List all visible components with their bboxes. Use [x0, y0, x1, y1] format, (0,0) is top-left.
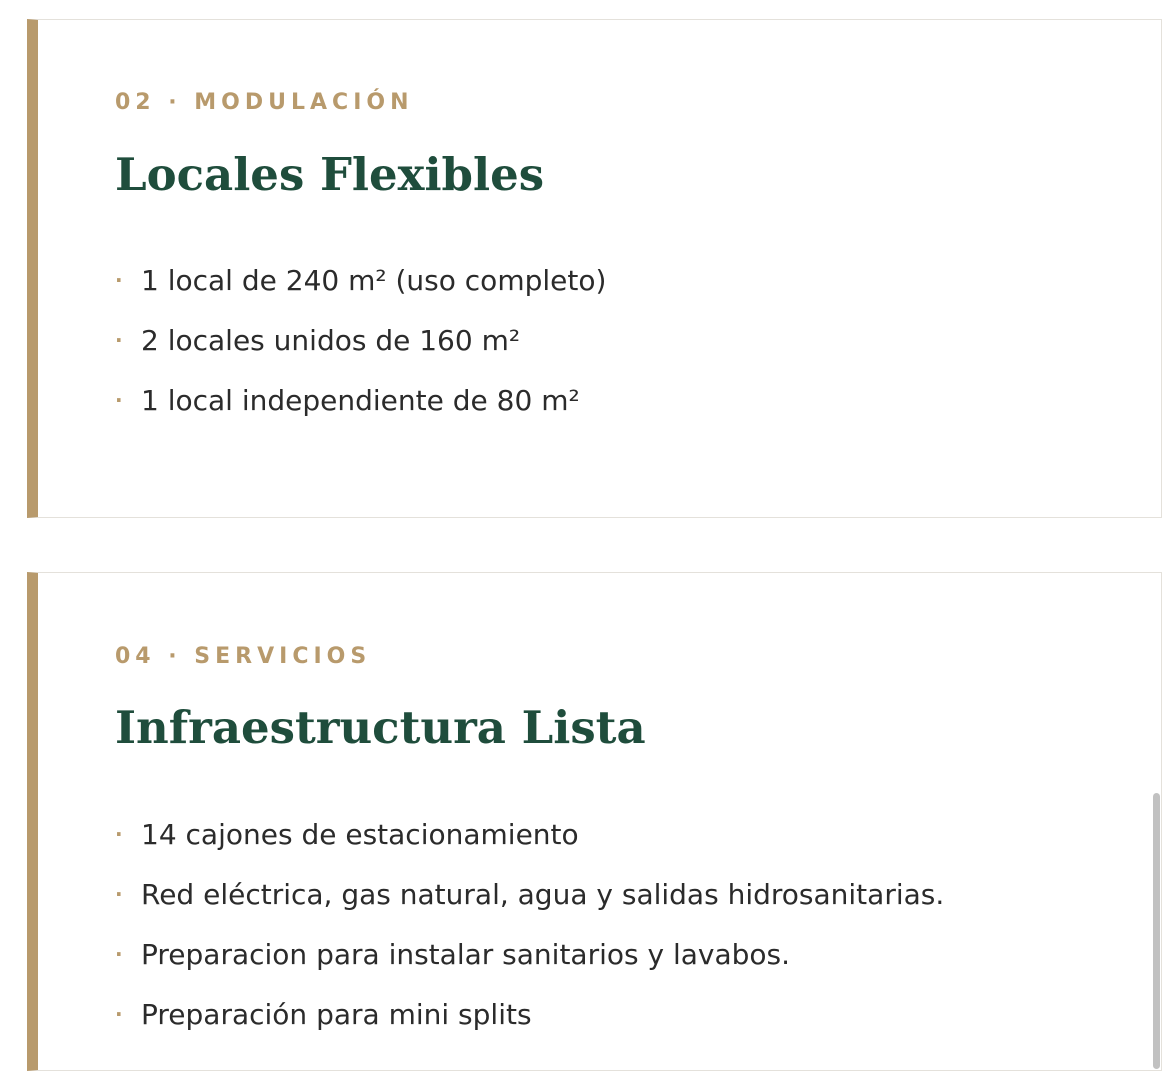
section-heading: Infraestructura Lista — [115, 701, 646, 754]
card-servicios — [27, 572, 1162, 1071]
list-item — [115, 370, 606, 430]
list-item-text: Preparacion para instalar sanitarios y lavabos. — [141, 937, 791, 971]
list-item — [115, 864, 944, 924]
bullet-icon: · — [115, 268, 123, 292]
section-eyebrow: 04 · SERVICIOS — [115, 644, 372, 669]
list-item — [115, 250, 606, 310]
feature-list — [115, 250, 606, 430]
list-item-text: 14 cajones de estacionamiento — [141, 817, 579, 851]
bullet-icon: · — [115, 882, 123, 906]
list-item — [115, 804, 944, 864]
list-item-text: Preparación para mini splits — [141, 997, 532, 1031]
list-item — [115, 984, 944, 1044]
feature-list — [115, 804, 944, 1044]
list-item — [115, 310, 606, 370]
bullet-icon: · — [115, 942, 123, 966]
list-item — [115, 924, 944, 984]
list-item-text: 1 local de 240 m² (uso completo) — [141, 263, 607, 297]
card-modulacion — [27, 19, 1162, 518]
list-item-text: 2 locales unidos de 160 m² — [141, 323, 521, 357]
section-eyebrow: 02 · MODULACIÓN — [115, 90, 414, 115]
bullet-icon: · — [115, 1002, 123, 1026]
section-heading: Locales Flexibles — [115, 148, 545, 201]
list-item-text: Red eléctrica, gas natural, agua y salidas hidrosanitarias. — [141, 877, 945, 911]
bullet-icon: · — [115, 328, 123, 352]
scrollbar-thumb[interactable] — [1153, 793, 1160, 1069]
bullet-icon: · — [115, 822, 123, 846]
bullet-icon: · — [115, 388, 123, 412]
list-item-text: 1 local independiente de 80 m² — [141, 383, 580, 417]
